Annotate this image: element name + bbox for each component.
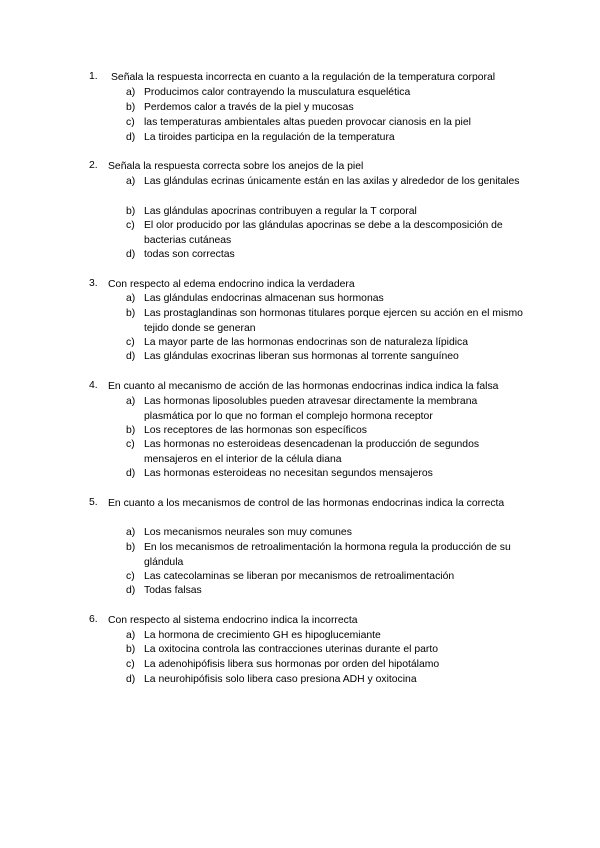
option-letter: d) <box>126 132 136 143</box>
option-text: las temperaturas ambientales altas pueden provocar cianosis en la piel <box>144 117 471 128</box>
option-letter: c) <box>126 117 135 128</box>
option-text: La mayor parte de las hormonas endocrinas son de naturaleza lípidica <box>144 337 469 348</box>
option-text: Las prostaglandinas son hormonas titulares porque ejercen su acción en el mismo tejido donde se generan <box>144 308 523 334</box>
option-letter: c) <box>126 220 135 231</box>
option-letter: b) <box>126 425 136 436</box>
option-letter: b) <box>126 102 136 113</box>
option-text: Producimos calor contrayendo la musculatura esquelética <box>144 87 411 98</box>
option-text: La tiroides participa en la regulación de la temperatura <box>144 132 395 143</box>
option-letter: a) <box>126 630 136 641</box>
option-letter: a) <box>126 527 136 538</box>
option-text: La adenohipófisis libera sus hormonas por orden del hipotálamo <box>144 659 440 670</box>
option-letter: a) <box>126 176 136 187</box>
option-text: Las hormonas liposolubles pueden atravesar directamente la membrana plasmática por lo que no forman el complejo hormona receptor <box>144 396 478 422</box>
option-letter: b) <box>126 308 136 319</box>
question-text: En cuanto al mecanismo de acción de las hormonas endocrinas indica indica la falsa <box>108 381 499 392</box>
option-text: Los mecanismos neurales son muy comunes <box>144 527 352 538</box>
option-letter: c) <box>126 571 135 582</box>
option-text: Las hormonas no esteroideas desencadenan la producción de segundos mensajeros en el interior de la célula diana <box>144 439 480 465</box>
option-text: Las catecolaminas se liberan por mecanismos de retroalimentación <box>144 571 455 582</box>
option-text: Las glándulas endocrinas almacenan sus hormonas <box>144 293 384 304</box>
question-text: Señala la respuesta correcta sobre los anejos de la piel <box>108 161 364 172</box>
question-number: 6. <box>89 614 98 625</box>
option-text: La oxitocina controla las contracciones uterinas durante el parto <box>144 644 438 655</box>
question-number: 1. <box>89 71 98 82</box>
question-text: Señala la respuesta incorrecta en cuanto a la regulación de la temperatura corporal <box>111 72 496 83</box>
question-number: 5. <box>89 497 98 508</box>
option-letter: c) <box>126 337 135 348</box>
option-text: Todas falsas <box>144 585 202 596</box>
option-letter: a) <box>126 396 136 407</box>
option-text: Las glándulas apocrinas contribuyen a regular la T corporal <box>144 206 417 217</box>
option-letter: c) <box>126 659 135 670</box>
option-text: En los mecanismos de retroalimentación la hormona regula la producción de su glándula <box>144 542 511 568</box>
question-number: 4. <box>89 380 98 391</box>
option-letter: d) <box>126 674 136 685</box>
option-text: Las glándulas ecrinas únicamente están en las axilas y alrededor de los genitales <box>144 176 520 187</box>
option-text: Los receptores de las hormonas son específicos <box>144 425 367 436</box>
option-letter: b) <box>126 206 136 217</box>
option-letter: b) <box>126 644 136 655</box>
option-letter: a) <box>126 87 136 98</box>
option-letter: a) <box>126 293 136 304</box>
option-letter: b) <box>126 542 136 553</box>
option-letter: d) <box>126 351 136 362</box>
option-letter: d) <box>126 249 136 260</box>
option-letter: c) <box>126 439 135 450</box>
option-text: todas son correctas <box>144 249 235 260</box>
question-text: En cuanto a los mecanismos de control de las hormonas endocrinas indica la correcta <box>108 498 505 509</box>
option-text: Perdemos calor a través de la piel y mucosas <box>144 102 354 113</box>
option-letter: d) <box>126 468 136 479</box>
option-text: Las glándulas exocrinas liberan sus hormonas al torrente sanguíneo <box>144 351 459 362</box>
option-text: El olor producido por las glándulas apocrinas se debe a la descomposición de bacterias cutáneas <box>144 220 503 246</box>
option-text: La hormona de crecimiento GH es hipoglucemiante <box>144 630 381 641</box>
option-text: La neurohipófisis solo libera caso presiona ADH y oxitocina <box>144 674 417 685</box>
question-number: 3. <box>89 278 98 289</box>
question-text: Con respecto al sistema endocrino indica la incorrecta <box>108 615 358 626</box>
question-number: 2. <box>89 160 98 171</box>
question-text: Con respecto al edema endocrino indica la verdadera <box>108 279 355 290</box>
option-letter: d) <box>126 585 136 596</box>
option-text: Las hormonas esteroideas no necesitan segundos mensajeros <box>144 468 433 479</box>
